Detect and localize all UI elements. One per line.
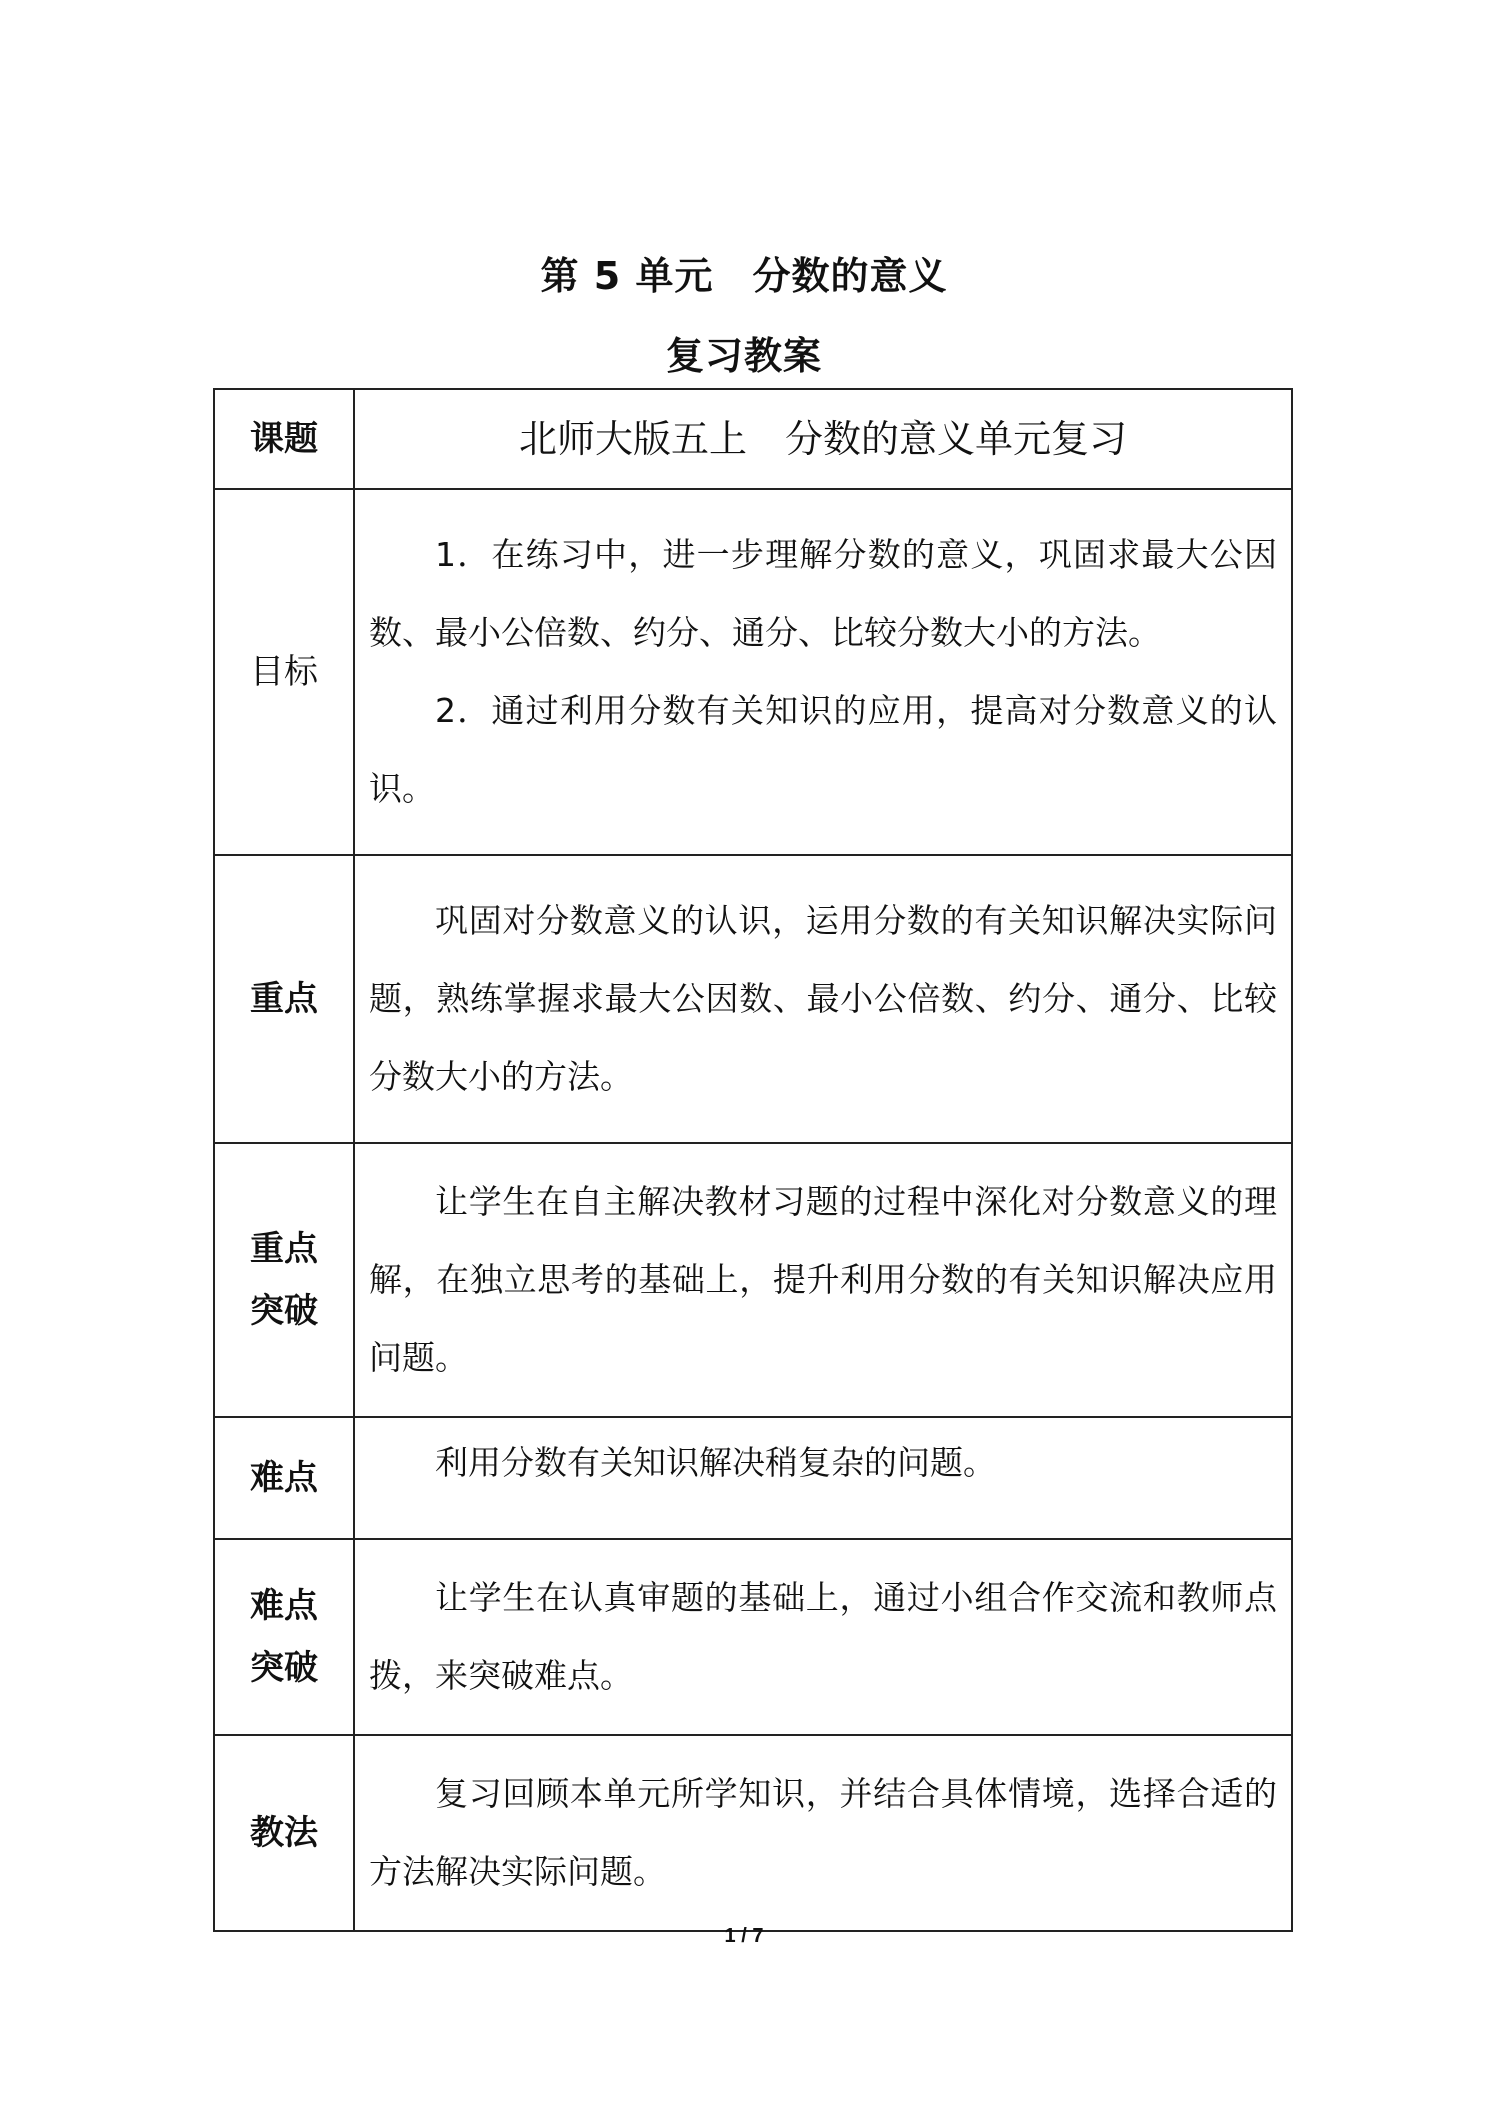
difficulty-breakthrough-label (214, 1539, 354, 1735)
table-row-difficulty-breakthrough (214, 1539, 1292, 1735)
objectives-content (354, 489, 1292, 855)
key-breakthrough-label-line2: 突破 (250, 1291, 318, 1331)
key-points-label: 重点 (214, 855, 354, 1143)
difficulty-breakthrough-label-line2: 突破 (250, 1648, 318, 1688)
method-content (354, 1735, 1292, 1931)
page-number: 1 / 7 (724, 1925, 764, 1947)
topic-value: 北师大版五上 分数的意义单元复习 (354, 389, 1292, 489)
key-points-content (354, 855, 1292, 1143)
method-label: 教法 (214, 1735, 354, 1931)
key-breakthrough-label-line1: 重点 (250, 1229, 318, 1269)
objectives-label: 目标 (214, 489, 354, 855)
table-row-key-points (214, 855, 1292, 1143)
difficulty-breakthrough-label-line1: 难点 (250, 1586, 318, 1626)
difficulty-breakthrough-text: 让学生在认真审题的基础上，通过小组合作交流和教师点拨，来突破难点。 (369, 1578, 1277, 1695)
key-points-text: 巩固对分数意义的认识，运用分数的有关知识解决实际问题，熟练掌握求最大公因数、最小公倍数、约分、通分、比较分数大小的方法。 (369, 901, 1277, 1096)
table-row-key-breakthrough (214, 1143, 1292, 1417)
table-row-method (214, 1735, 1292, 1931)
key-breakthrough-text: 让学生在自主解决教材习题的过程中深化对分数意义的理解，在独立思考的基础上，提升利用分数的有关知识解决应用问题。 (369, 1182, 1277, 1377)
difficulty-label: 难点 (214, 1417, 354, 1539)
lesson-plan-table (213, 388, 1293, 1932)
difficulty-content (354, 1417, 1292, 1539)
key-breakthrough-content (354, 1143, 1292, 1417)
table-row-objectives (214, 489, 1292, 855)
method-text: 复习回顾本单元所学知识，并结合具体情境，选择合适的方法解决实际问题。 (369, 1774, 1277, 1891)
difficulty-text: 利用分数有关知识解决稍复杂的问题。 (435, 1443, 996, 1482)
key-breakthrough-label (214, 1143, 354, 1417)
document-title: 第 5 单元 分数的意义 (540, 254, 948, 298)
table-row-topic (214, 389, 1292, 489)
topic-label: 课题 (214, 389, 354, 489)
objective-item-2: 2．通过利用分数有关知识的应用，提高对分数意义的认识。 (369, 691, 1277, 808)
difficulty-breakthrough-content (354, 1539, 1292, 1735)
document-subtitle: 复习教案 (665, 334, 822, 378)
table-row-difficulty (214, 1417, 1292, 1539)
objective-item-1: 1．在练习中，进一步理解分数的意义，巩固求最大公因数、最小公倍数、约分、通分、比较分数大小的方法。 (369, 535, 1277, 652)
